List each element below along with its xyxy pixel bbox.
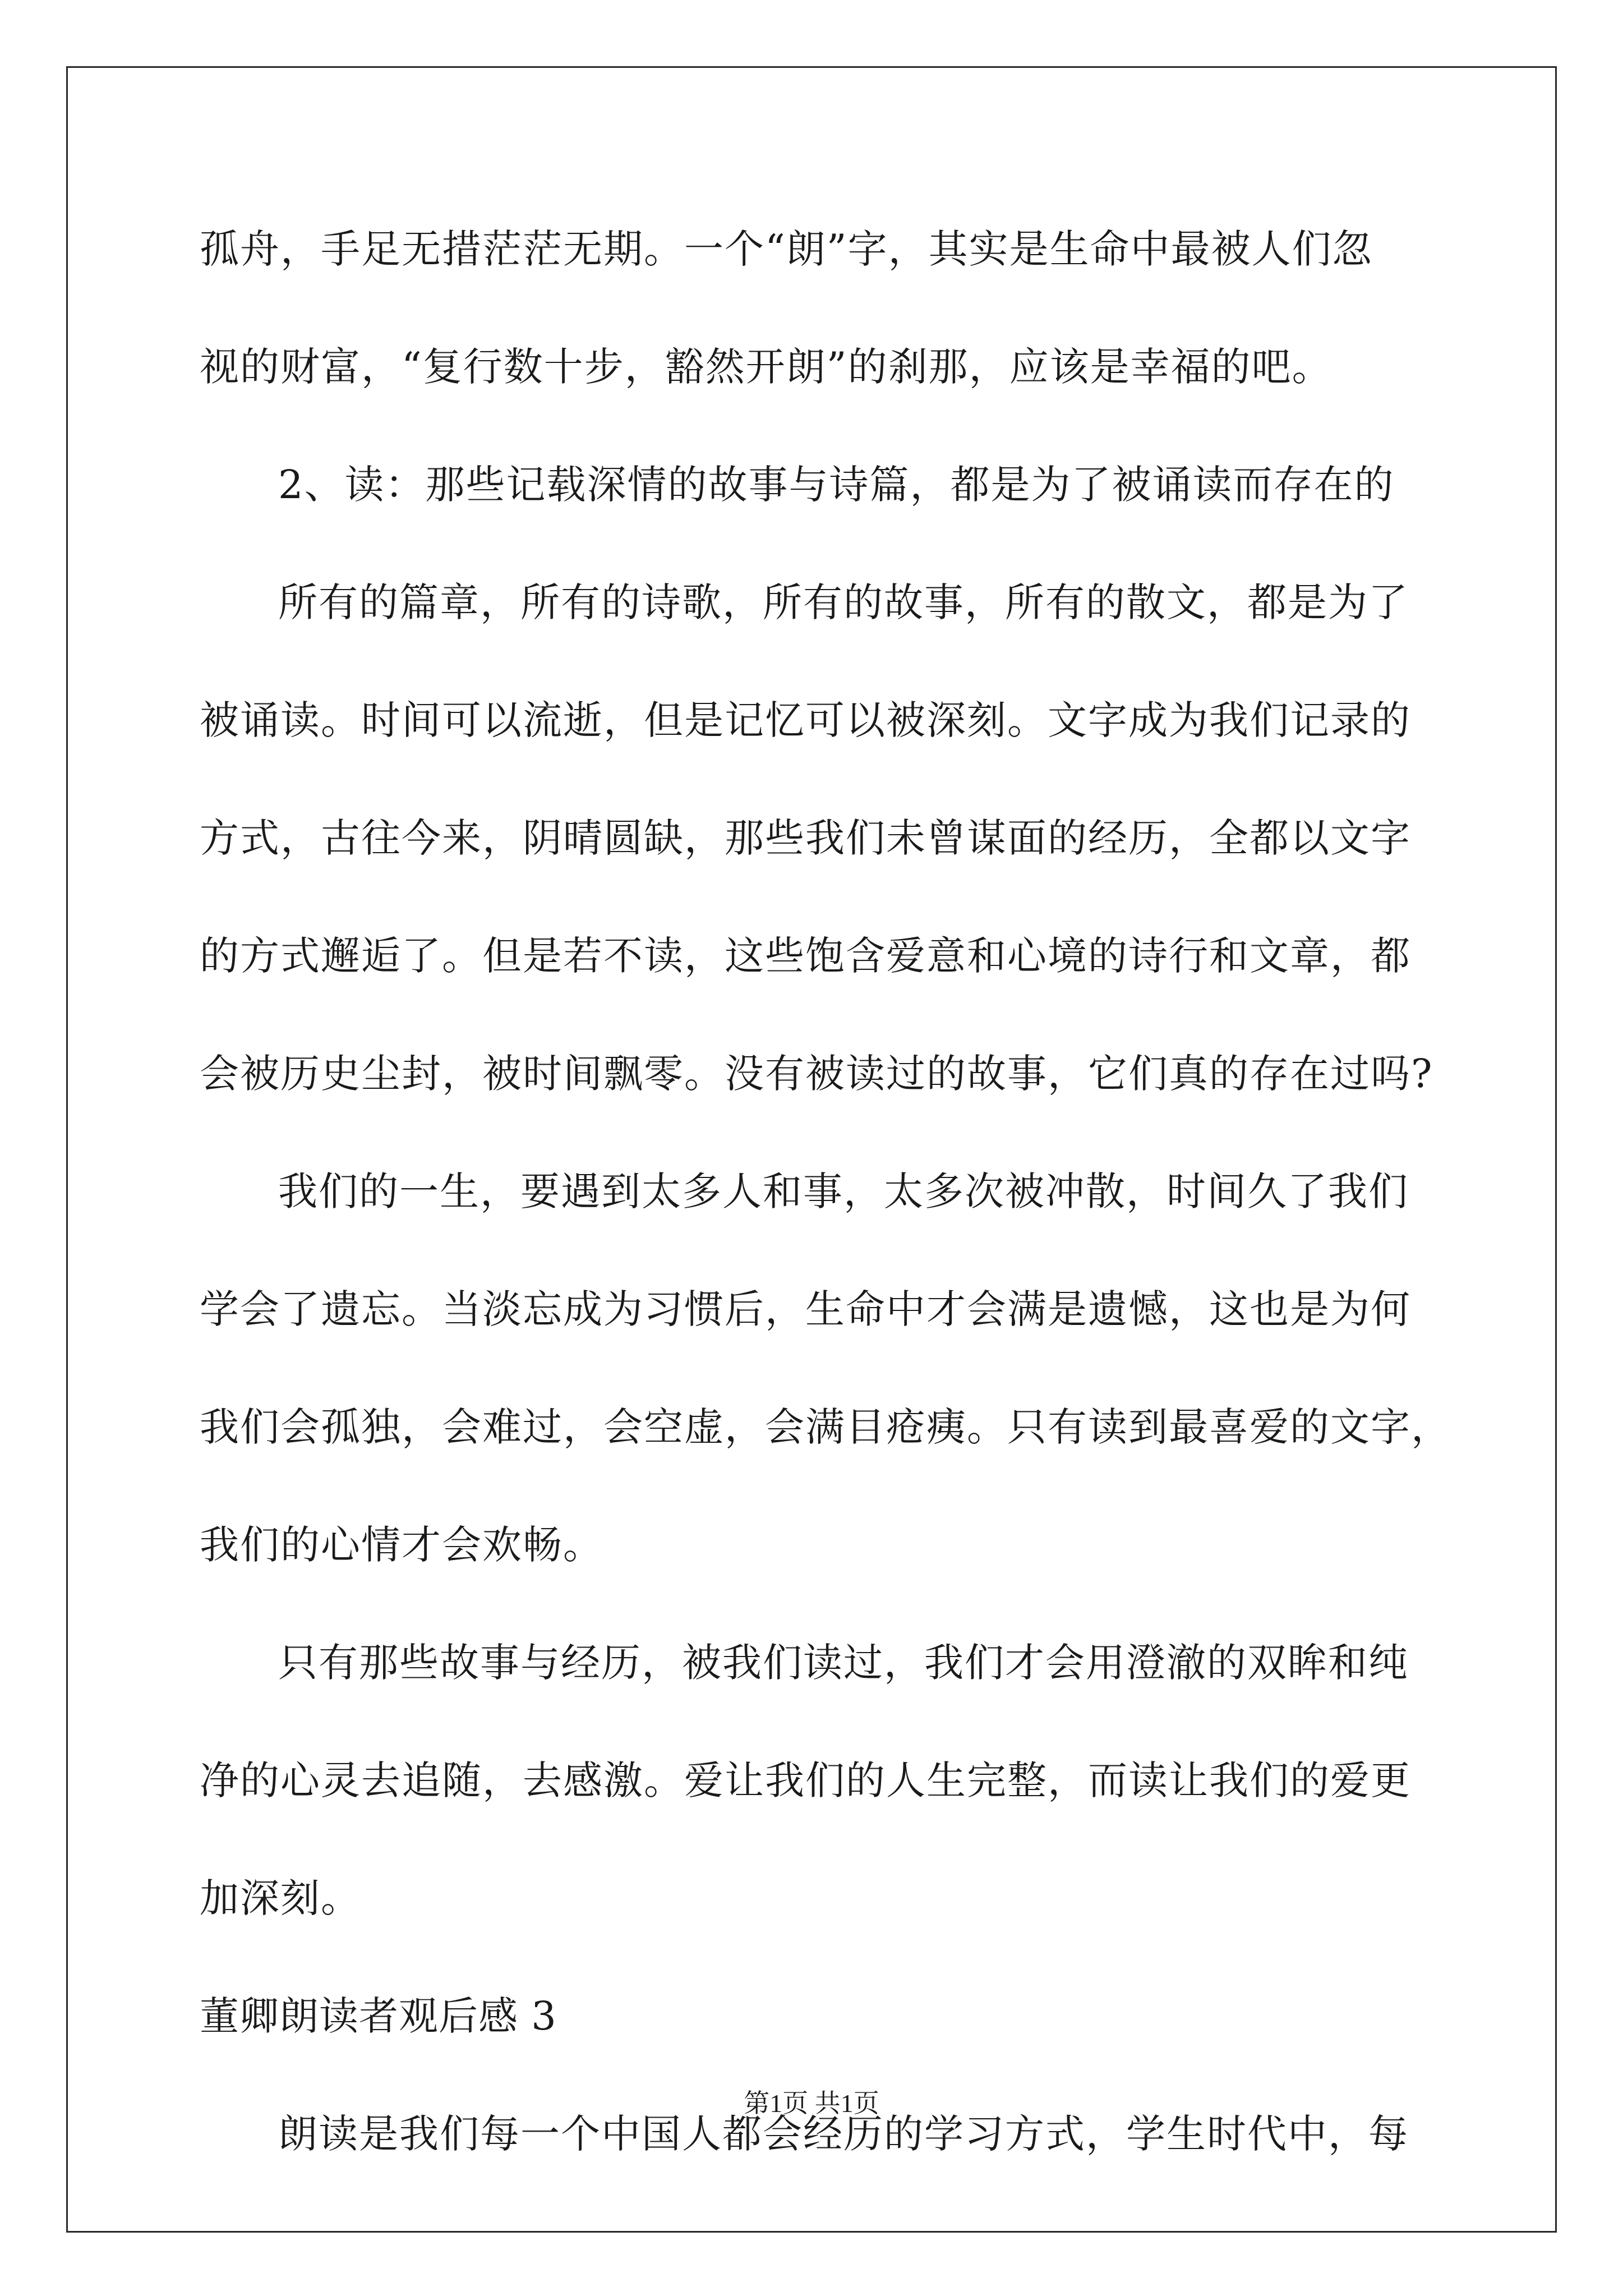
text-line: 我们会孤独，会难过，会空虚，会满目疮痍。只有读到最喜爱的文字， (200, 1404, 1451, 1450)
text-line: 朗读是我们每一个中国人都会经历的学习方式，学生时代中，每 (278, 2111, 1409, 2157)
text-line: 学会了遗忘。当淡忘成为习惯后，生命中才会满是遗憾，这也是为何 (200, 1286, 1411, 1332)
text-line: 我们的心情才会欢畅。 (200, 1522, 603, 1568)
text-line: 的方式邂逅了。但是若不读，这些饱含爱意和心境的诗行和文章，都 (200, 933, 1411, 979)
document-body (200, 222, 1451, 2224)
text-line: 加深刻。 (200, 1875, 361, 1921)
text-line: 所有的篇章，所有的诗歌，所有的故事，所有的散文，都是为了 (278, 579, 1409, 625)
text-line: 2、读：那些记载深情的故事与诗篇，都是为了被诵读而存在的 (278, 462, 1395, 508)
text-line: 只有那些故事与经历，被我们读过，我们才会用澄澈的双眸和纯 (278, 1640, 1409, 1686)
text-line: 视的财富，“复行数十步，豁然开朗”的刹那，应该是幸福的吧。 (200, 344, 1332, 390)
text-line: 净的心灵去追随，去感激。爱让我们的人生完整，而读让我们的爱更 (200, 1757, 1411, 1803)
text-line: 我们的一生，要遇到太多人和事，太多次被冲散，时间久了我们 (278, 1168, 1409, 1214)
page-number-footer: 第1页 共1页 (744, 2089, 879, 2118)
section-heading: 董卿朗读者观后感 3 (200, 1993, 557, 2039)
text-line: 被诵读。时间可以流逝，但是记忆可以被深刻。文字成为我们记录的 (200, 697, 1411, 743)
text-line: 会被历史尘封，被时间飘零。没有被读过的故事，它们真的存在过吗? (200, 1051, 1433, 1097)
text-line: 孤舟，手足无措茫茫无期。一个“朗”字，其实是生命中最被人们忽 (200, 226, 1373, 272)
text-line: 方式，古往今来，阴晴圆缺，那些我们未曾谋面的经历，全都以文字 (200, 815, 1411, 861)
